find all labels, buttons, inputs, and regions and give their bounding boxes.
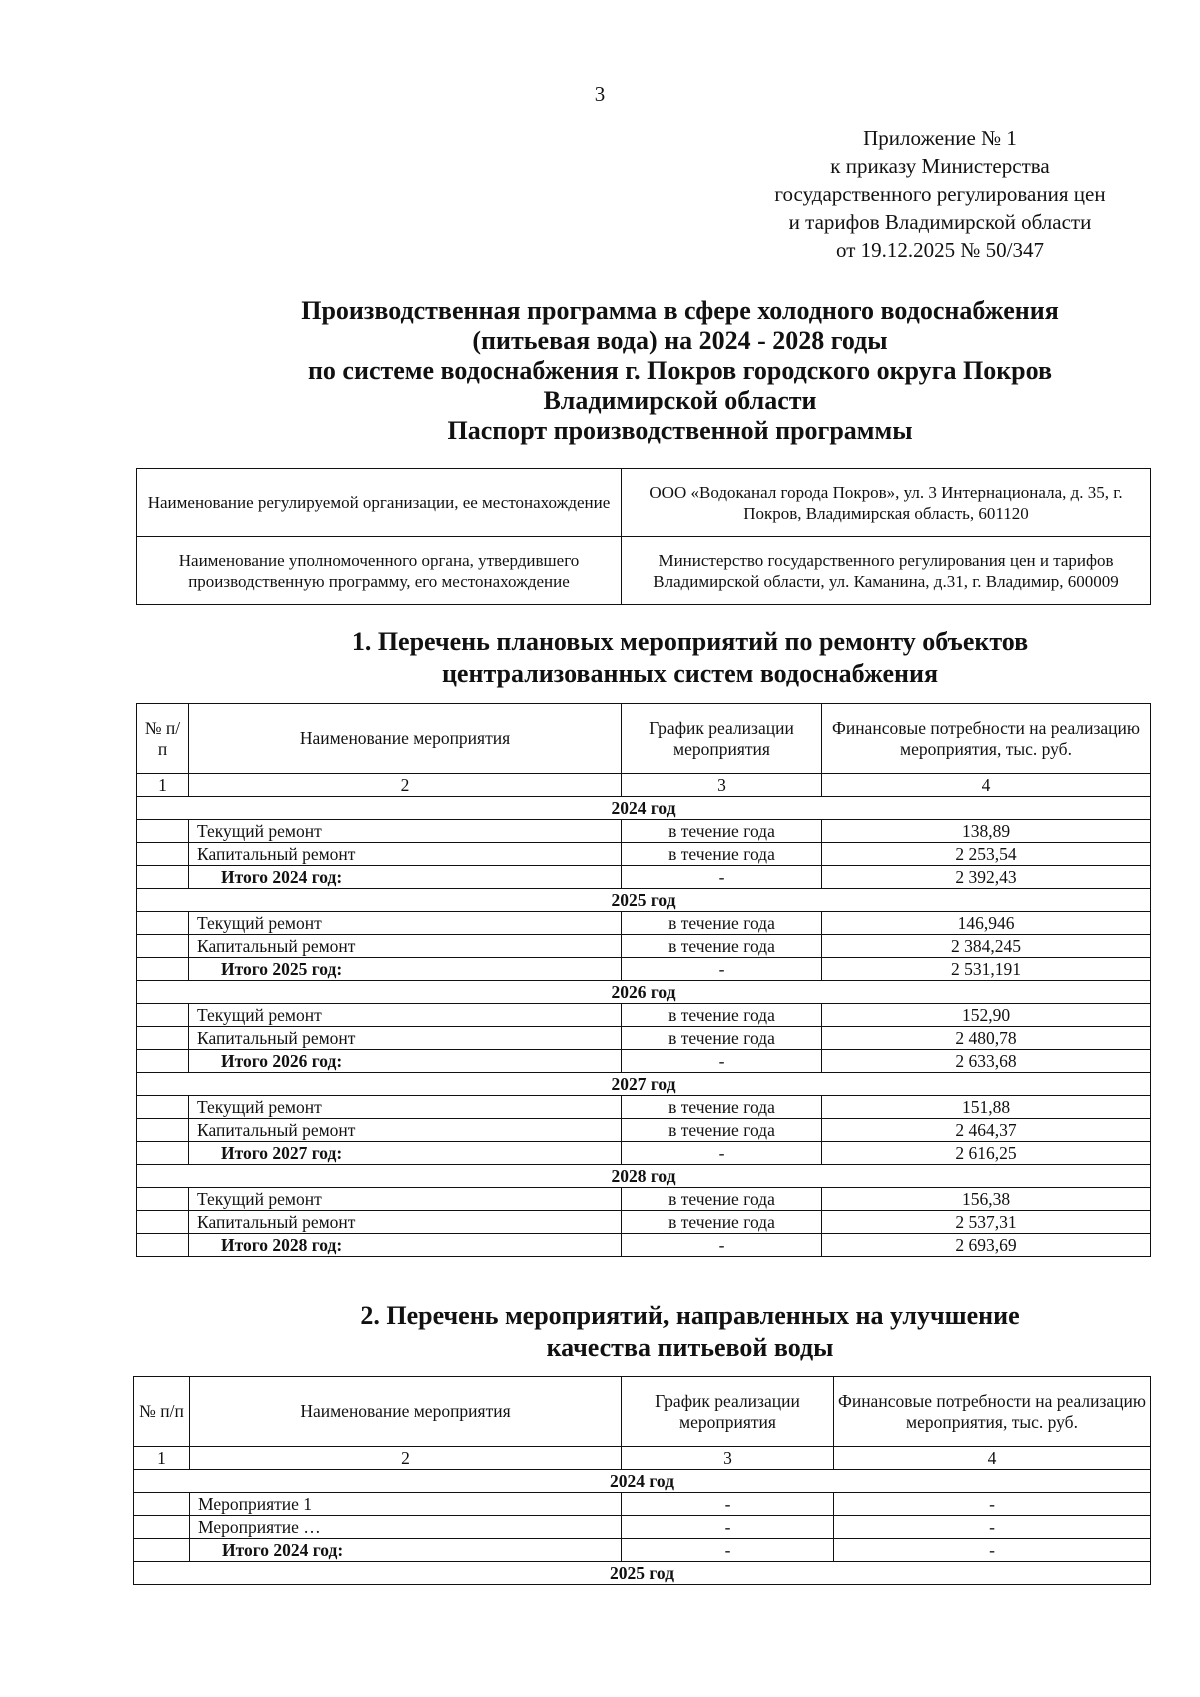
total-row <box>137 1142 1151 1165</box>
table-row <box>137 820 1151 843</box>
table-header-row <box>134 1377 1151 1447</box>
document-title <box>240 296 1120 446</box>
total-schedule: - <box>622 1234 822 1257</box>
year-row <box>137 1165 1151 1188</box>
measure-name: Капитальный ремонт <box>189 1027 622 1050</box>
title-line: Производственная программа в сфере холодного водоснабжения <box>301 296 1059 325</box>
appendix-line: от 19.12.2025 № 50/347 <box>835 238 1045 262</box>
header-name: Наименование мероприятия <box>190 1377 622 1447</box>
row-number <box>137 843 189 866</box>
table-row <box>137 843 1151 866</box>
row-number <box>137 1004 189 1027</box>
row-number <box>137 1234 189 1257</box>
header-schedule: График реализации мероприятия <box>622 1377 834 1447</box>
passport-label: Наименование уполномоченного органа, утвердившего производственную программу, его местонахождение <box>137 537 622 605</box>
section2-title-line: 2. Перечень мероприятий, направленных на улучшение <box>360 1301 1020 1330</box>
year-label: 2025 год <box>137 889 1151 912</box>
measure-schedule: - <box>622 1516 834 1539</box>
total-amount: 2 693,69 <box>822 1234 1151 1257</box>
year-label: 2028 год <box>137 1165 1151 1188</box>
year-label: 2025 год <box>134 1562 1151 1585</box>
year-label: 2024 год <box>137 797 1151 820</box>
measure-schedule: в течение года <box>622 843 822 866</box>
passport-value: ООО «Водоканал города Покров», ул. 3 Интернационала, д. 35, г. Покров, Владимирская область, 601120 <box>622 469 1151 537</box>
measure-amount: 146,946 <box>822 912 1151 935</box>
year-row <box>137 981 1151 1004</box>
measure-amount: - <box>834 1516 1151 1539</box>
title-line: (питьевая вода) на 2024 - 2028 годы <box>472 326 888 355</box>
section2-title-line: качества питьевой воды <box>546 1333 834 1362</box>
table-row <box>137 1027 1151 1050</box>
measure-schedule: в течение года <box>622 912 822 935</box>
table-row <box>137 1004 1151 1027</box>
total-label: Итого 2024 год: <box>190 1539 622 1562</box>
table-row <box>137 935 1151 958</box>
measure-name: Текущий ремонт <box>189 1188 622 1211</box>
row-number <box>137 1211 189 1234</box>
measure-schedule: в течение года <box>622 1188 822 1211</box>
header-amount: Финансовые потребности на реализацию мероприятия, тыс. руб. <box>834 1377 1151 1447</box>
row-number <box>137 820 189 843</box>
appendix-line: Приложение № 1 <box>863 126 1017 150</box>
year-label: 2024 год <box>134 1470 1151 1493</box>
measure-schedule: в течение года <box>622 820 822 843</box>
column-number: 1 <box>137 774 189 797</box>
measure-schedule: в течение года <box>622 935 822 958</box>
appendix-line: государственного регулирования цен <box>774 182 1106 206</box>
appendix-line: и тарифов Владимирской области <box>788 210 1092 234</box>
measure-schedule: в течение года <box>622 1119 822 1142</box>
table-row <box>137 912 1151 935</box>
row-number <box>134 1493 190 1516</box>
total-label: Итого 2024 год: <box>189 866 622 889</box>
table-header-row <box>137 704 1151 774</box>
total-amount: 2 633,68 <box>822 1050 1151 1073</box>
total-amount: 2 531,191 <box>822 958 1151 981</box>
measure-name: Текущий ремонт <box>189 1096 622 1119</box>
total-schedule: - <box>622 958 822 981</box>
measure-name: Капитальный ремонт <box>189 1119 622 1142</box>
title-line: Владимирской области <box>543 386 817 415</box>
measure-amount: 2 480,78 <box>822 1027 1151 1050</box>
year-row <box>137 1073 1151 1096</box>
row-number <box>137 1096 189 1119</box>
measure-name: Текущий ремонт <box>189 820 622 843</box>
column-number-row <box>134 1447 1151 1470</box>
measure-amount: 156,38 <box>822 1188 1151 1211</box>
section1-title-line: 1. Перечень плановых мероприятий по ремонту объектов <box>351 627 1029 656</box>
passport-label: Наименование регулируемой организации, ее местонахождение <box>137 469 622 537</box>
measure-amount: 2 537,31 <box>822 1211 1151 1234</box>
header-name: Наименование мероприятия <box>189 704 622 774</box>
measure-amount: 151,88 <box>822 1096 1151 1119</box>
measure-amount: 152,90 <box>822 1004 1151 1027</box>
measure-name: Мероприятие … <box>190 1516 622 1539</box>
measure-amount: 2 253,54 <box>822 843 1151 866</box>
passport-table <box>136 468 1151 605</box>
row-number <box>137 866 189 889</box>
measure-name: Мероприятие 1 <box>190 1493 622 1516</box>
table-row <box>137 1096 1151 1119</box>
year-row <box>134 1562 1151 1585</box>
measure-schedule: в течение года <box>622 1096 822 1119</box>
column-number: 2 <box>189 774 622 797</box>
header-number: № п/п <box>137 704 189 774</box>
row-number <box>134 1539 190 1562</box>
total-label: Итого 2027 год: <box>189 1142 622 1165</box>
total-row <box>137 1234 1151 1257</box>
row-number <box>137 1188 189 1211</box>
column-number: 4 <box>822 774 1151 797</box>
header-schedule: График реализации мероприятия <box>622 704 822 774</box>
measure-amount: 2 384,245 <box>822 935 1151 958</box>
total-row <box>137 958 1151 981</box>
passport-row <box>137 469 1151 537</box>
row-number <box>137 1027 189 1050</box>
appendix-block <box>730 124 1150 264</box>
page-number: 3 <box>594 82 606 106</box>
section1-title-line: централизованных систем водоснабжения <box>441 659 939 688</box>
appendix-line: к приказу Министерства <box>830 154 1050 178</box>
table-row <box>137 1211 1151 1234</box>
measure-amount: 138,89 <box>822 820 1151 843</box>
measure-amount: - <box>834 1493 1151 1516</box>
row-number <box>137 935 189 958</box>
total-amount: 2 616,25 <box>822 1142 1151 1165</box>
total-label: Итого 2025 год: <box>189 958 622 981</box>
column-number: 3 <box>622 1447 834 1470</box>
row-number <box>137 912 189 935</box>
year-row <box>134 1470 1151 1493</box>
year-row <box>137 797 1151 820</box>
row-number <box>137 1142 189 1165</box>
total-amount: - <box>834 1539 1151 1562</box>
passport-row <box>137 537 1151 605</box>
column-number: 1 <box>134 1447 190 1470</box>
year-row <box>137 889 1151 912</box>
section2-title <box>260 1300 1120 1364</box>
total-label: Итого 2026 год: <box>189 1050 622 1073</box>
total-row <box>134 1539 1151 1562</box>
table-row <box>137 1188 1151 1211</box>
row-number <box>137 958 189 981</box>
measure-name: Текущий ремонт <box>189 1004 622 1027</box>
table-row <box>134 1493 1151 1516</box>
measure-schedule: - <box>622 1493 834 1516</box>
header-number: № п/п <box>134 1377 190 1447</box>
column-number: 4 <box>834 1447 1151 1470</box>
row-number <box>134 1516 190 1539</box>
column-number: 2 <box>190 1447 622 1470</box>
measure-schedule: в течение года <box>622 1211 822 1234</box>
table-row <box>137 1119 1151 1142</box>
header-amount: Финансовые потребности на реализацию мероприятия, тыс. руб. <box>822 704 1151 774</box>
row-number <box>137 1119 189 1142</box>
measure-amount: 2 464,37 <box>822 1119 1151 1142</box>
total-schedule: - <box>622 866 822 889</box>
total-schedule: - <box>622 1142 822 1165</box>
passport-value: Министерство государственного регулирования цен и тарифов Владимирской области, ул. Каманина, д.31, г. Владимир, 600009 <box>622 537 1151 605</box>
section1-title <box>260 626 1120 690</box>
total-row <box>137 866 1151 889</box>
row-number <box>137 1050 189 1073</box>
measure-name: Капитальный ремонт <box>189 1211 622 1234</box>
year-label: 2027 год <box>137 1073 1151 1096</box>
repair-measures-table <box>136 703 1151 1257</box>
measure-schedule: в течение года <box>622 1004 822 1027</box>
total-label: Итого 2028 год: <box>189 1234 622 1257</box>
title-line: Паспорт производственной программы <box>447 416 913 445</box>
water-quality-measures-table <box>133 1376 1151 1585</box>
measure-name: Капитальный ремонт <box>189 935 622 958</box>
measure-name: Капитальный ремонт <box>189 843 622 866</box>
total-row <box>137 1050 1151 1073</box>
measure-name: Текущий ремонт <box>189 912 622 935</box>
total-schedule: - <box>622 1050 822 1073</box>
title-line: по системе водоснабжения г. Покров городского округа Покров <box>307 356 1053 385</box>
column-number-row <box>137 774 1151 797</box>
total-schedule: - <box>622 1539 834 1562</box>
table-row <box>134 1516 1151 1539</box>
total-amount: 2 392,43 <box>822 866 1151 889</box>
year-label: 2026 год <box>137 981 1151 1004</box>
measure-schedule: в течение года <box>622 1027 822 1050</box>
column-number: 3 <box>622 774 822 797</box>
